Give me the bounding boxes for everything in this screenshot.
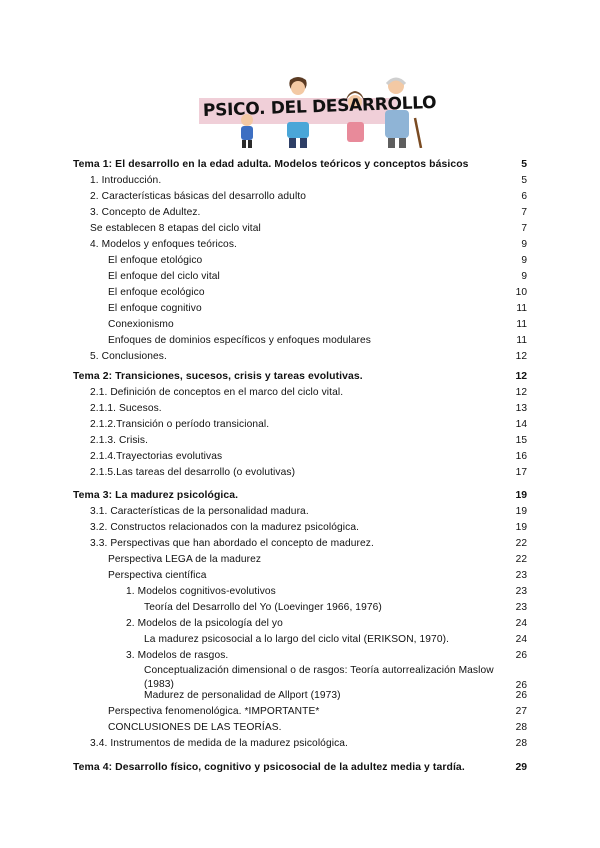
toc-entry-title: 5. Conclusiones.	[90, 351, 167, 362]
toc-row[interactable]	[0, 736, 600, 751]
toc-row[interactable]	[0, 333, 600, 348]
toc-page-number: 19	[515, 490, 527, 501]
toc-row[interactable]	[0, 465, 600, 480]
toc-row[interactable]	[0, 720, 600, 735]
toc-page-number: 11	[516, 335, 527, 346]
toc-page-number: 23	[515, 570, 527, 581]
toc-entry-title: 1. Modelos cognitivos-evolutivos	[126, 586, 276, 597]
toc-entry-title: CONCLUSIONES DE LAS TEORÍAS.	[108, 722, 282, 733]
toc-entry-title: Enfoques de dominios específicos y enfoques modulares	[108, 335, 371, 346]
toc-page-number: 9	[521, 271, 527, 282]
toc-row[interactable]	[0, 205, 600, 220]
toc-entry-title: 2.1. Definición de conceptos en el marco del ciclo vital.	[90, 387, 344, 398]
toc-page-number: 24	[515, 634, 527, 645]
toc-page-number: 27	[515, 706, 527, 717]
toc-entry-title: 3.3. Perspectivas que han abordado el concepto de madurez.	[90, 538, 374, 549]
toc-page-number: 26	[515, 690, 527, 701]
toc-page-number: 12	[515, 351, 527, 362]
toc-page-number: 12	[515, 371, 527, 382]
header-banner	[195, 74, 437, 148]
toc-entry-title: 2.1.1. Sucesos.	[90, 403, 162, 414]
toc-entry-title: Conceptualización dimensional o de rasgos: Teoría autorrealización Maslow (1983)	[144, 665, 494, 690]
toc-page-number: 7	[521, 223, 527, 234]
toc-row[interactable]	[0, 568, 600, 583]
toc-entry-title: Tema 4: Desarrollo físico, cognitivo y psicosocial de la adultez media y tardía.	[73, 762, 465, 773]
toc-entry-title: 3. Modelos de rasgos.	[126, 650, 229, 661]
toc-chapter-row[interactable]	[0, 369, 600, 384]
toc-row[interactable]	[0, 616, 600, 631]
toc-page-number: 9	[521, 255, 527, 266]
toc-row[interactable]	[0, 401, 600, 416]
toc-entry-title: Se establecen 8 etapas del ciclo vital	[90, 223, 261, 234]
toc-entry-title: Tema 2: Transiciones, sucesos, crisis y tareas evolutivas.	[73, 371, 363, 382]
toc-entry-title: 1. Introducción.	[90, 175, 162, 186]
toc-entry-title: Conexionismo	[108, 319, 174, 330]
toc-chapter-row[interactable]	[0, 760, 600, 775]
toc-row[interactable]	[0, 632, 600, 647]
toc-row[interactable]	[0, 285, 600, 300]
toc-page-number: 24	[515, 618, 527, 629]
toc-page-number: 14	[515, 419, 527, 430]
toc-page-number: 23	[515, 602, 527, 613]
toc-page-number: 10	[515, 287, 527, 298]
toc-row[interactable]	[0, 237, 600, 252]
toc-page-number: 19	[515, 506, 527, 517]
toc-page-number: 23	[515, 586, 527, 597]
toc-entry-title: La madurez psicosocial a lo largo del ciclo vital (ERIKSON, 1970).	[144, 634, 450, 645]
toc-page-number: 28	[515, 722, 527, 733]
toc-row[interactable]	[0, 449, 600, 464]
toc-entry-title: 2.1.4.Trayectorias evolutivas	[90, 451, 223, 462]
toc-page-number: 16	[515, 451, 527, 462]
toc-entry-title: Perspectiva fenomenológica. *IMPORTANTE*	[108, 706, 320, 717]
toc-row[interactable]	[0, 301, 600, 316]
toc-entry-title: Tema 1: El desarrollo en la edad adulta. Modelos teóricos y conceptos básicos	[73, 159, 469, 170]
toc-page-number: 11	[516, 303, 527, 314]
toc-row[interactable]	[0, 704, 600, 719]
toc-entry-title: 4. Modelos y enfoques teóricos.	[90, 239, 237, 250]
toc-row[interactable]	[0, 552, 600, 567]
toc-page-number: 29	[515, 762, 527, 773]
toc-row[interactable]	[0, 349, 600, 364]
toc-entry-title: El enfoque ecológico	[108, 287, 205, 298]
toc-entry-title: 2.1.5.Las tareas del desarrollo (o evolutivas)	[90, 467, 296, 478]
toc-entry-title: Madurez de personalidad de Allport (1973)	[144, 690, 341, 701]
toc-page-number: 17	[515, 467, 527, 478]
toc-chapter-row[interactable]	[0, 488, 600, 503]
toc-entry-title: El enfoque del ciclo vital	[108, 271, 220, 282]
toc-row[interactable]	[0, 584, 600, 599]
toc-row[interactable]	[0, 504, 600, 519]
toc-chapter-row[interactable]	[0, 157, 600, 172]
toc-row[interactable]	[0, 385, 600, 400]
toc-page-number: 26	[515, 650, 527, 661]
toc-page-number: 26	[515, 680, 527, 691]
toc-entry-title: Perspectiva científica	[108, 570, 207, 581]
toc-row[interactable]	[0, 520, 600, 535]
toc-page-number: 7	[521, 207, 527, 218]
toc-row[interactable]	[0, 269, 600, 284]
toc-page-number: 9	[521, 239, 527, 250]
toc-entry-title: Perspectiva LEGA de la madurez	[108, 554, 262, 565]
toc-entry-title: Teoría del Desarrollo del Yo (Loevinger 1966, 1976)	[144, 602, 382, 613]
toc-page-number: 13	[515, 403, 527, 414]
toc-entry-title: 2. Modelos de la psicología del yo	[126, 618, 283, 629]
toc-entry-title: 2.1.2.Transición o período transicional.	[90, 419, 270, 430]
toc-entry-title: 2.1.3. Crisis.	[90, 435, 149, 446]
toc-entry-title: 3.1. Características de la personalidad madura.	[90, 506, 309, 517]
toc-page-number: 5	[521, 159, 527, 170]
toc-row[interactable]	[0, 600, 600, 615]
toc-row[interactable]	[0, 173, 600, 188]
toc-row[interactable]	[0, 648, 600, 663]
toc-page-number: 19	[515, 522, 527, 533]
toc-row[interactable]	[0, 317, 600, 332]
toc-row[interactable]	[0, 536, 600, 551]
toc-entry-title: El enfoque cognitivo	[108, 303, 202, 314]
toc-page-number: 6	[521, 191, 527, 202]
toc-row[interactable]	[0, 688, 600, 703]
toc-row[interactable]	[0, 433, 600, 448]
toc-entry-title: Tema 3: La madurez psicológica.	[73, 490, 239, 501]
toc-page-number: 28	[515, 738, 527, 749]
toc-entry-title: El enfoque etológico	[108, 255, 203, 266]
toc-entry-title: 3.2. Constructos relacionados con la madurez psicológica.	[90, 522, 360, 533]
banner-title: PSICO. DEL DESARROLLO	[202, 92, 437, 121]
toc-row[interactable]	[0, 189, 600, 204]
toc-page-number: 22	[515, 538, 527, 549]
toc-row[interactable]	[0, 221, 600, 236]
toc-page-number: 15	[515, 435, 527, 446]
toc-row[interactable]	[0, 253, 600, 268]
toc-page-number: 11	[516, 319, 527, 330]
toc-row[interactable]	[0, 417, 600, 432]
toc-entry-title: 3.4. Instrumentos de medida de la madurez psicológica.	[90, 738, 348, 749]
toc-page-number: 5	[521, 175, 527, 186]
toc-page-number: 22	[515, 554, 527, 565]
toc-entry-title: 2. Características básicas del desarrollo adulto	[90, 191, 307, 202]
toc-entry-title: 3. Concepto de Adultez.	[90, 207, 201, 218]
toc-page-number: 12	[515, 387, 527, 398]
